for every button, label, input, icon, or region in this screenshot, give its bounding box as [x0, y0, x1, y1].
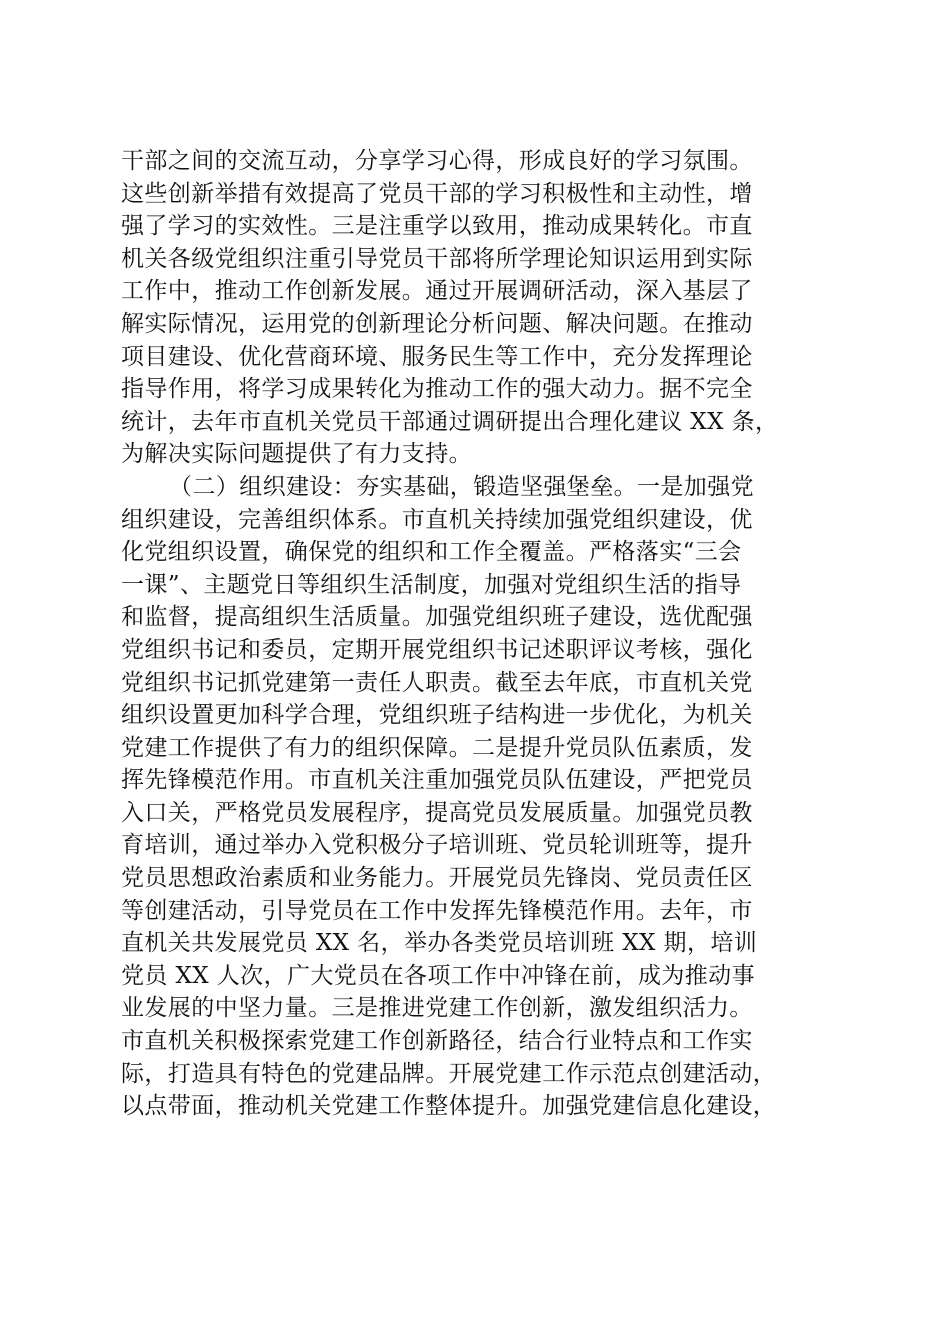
text-line: 项目建设、优化营商环境、服务民生等工作中，充分发挥理论: [121, 343, 753, 370]
text-line: 化党组织设置，确保党的组织和工作全覆盖。严格落实“三会: [121, 539, 742, 566]
text-line: 一课”、主题党日等组织生活制度，加强对党组织生活的指导: [121, 571, 742, 598]
section-heading-line: （二）组织建设：夯实基础，锻造坚强堡垒。一是加强党: [169, 473, 754, 500]
text-line: 党组织书记和委员，定期开展党组织书记述职评议考核，强化: [121, 636, 753, 663]
text-line: 业发展的中坚力量。三是推进党建工作创新，激发组织活力。: [121, 995, 753, 1022]
text-line: 和监督，提高组织生活质量。加强党组织班子建设，选优配强: [121, 604, 753, 631]
text-line: 指导作用，将学习成果转化为推动工作的强大动力。据不完全: [121, 376, 753, 403]
text-line: 挥先锋模范作用。市直机关注重加强党员队伍建设，严把党员: [121, 767, 753, 794]
text-line: 直机关共发展党员 XX 名，举办各类党员培训班 XX 期，培训: [121, 930, 758, 957]
text-line: 党组织书记抓党建第一责任人职责。截至去年底，市直机关党: [121, 669, 753, 696]
body-text: [121, 145, 829, 1123]
text-line: 这些创新举措有效提高了党员干部的学习积极性和主动性，增: [121, 180, 753, 207]
text-line: 党建工作提供了有力的组织保障。二是提升党员队伍素质，发: [121, 734, 753, 761]
text-line: 市直机关积极探索党建工作创新路径，结合行业特点和工作实: [121, 1028, 753, 1055]
text-line: 党员 XX 人次，广大党员在各项工作中冲锋在前，成为推动事: [121, 962, 755, 989]
text-line: 为解决实际问题提供了有力支持。: [121, 441, 472, 468]
text-line: 以点带面，推动机关党建工作整体提升。加强党建信息化建设，: [121, 1093, 777, 1120]
text-line: 强了学习的实效性。三是注重学以致用，推动成果转化。市直: [121, 213, 753, 240]
text-line: 解实际情况，运用党的创新理论分析问题、解决问题。在推动: [121, 310, 753, 337]
text-line: 际，打造具有特色的党建品牌。开展党建工作示范点创建活动，: [121, 1060, 777, 1087]
text-line: 入口关，严格党员发展程序，提高党员发展质量。加强党员教: [121, 799, 753, 826]
text-line: 统计，去年市直机关党员干部通过调研提出合理化建议 XX 条，: [121, 408, 779, 435]
text-line: 育培训，通过举办入党积极分子培训班、党员轮训班等，提升: [121, 832, 753, 859]
text-line: 机关各级党组织注重引导党员干部将所学理论知识运用到实际: [121, 245, 753, 272]
text-line: 工作中，推动工作创新发展。通过开展调研活动，深入基层了: [121, 278, 753, 305]
text-line: 组织设置更加科学合理，党组织班子结构进一步优化，为机关: [121, 702, 753, 729]
text-line: 等创建活动，引导党员在工作中发挥先锋模范作用。去年，市: [121, 897, 753, 924]
text-line: 干部之间的交流互动，分享学习心得，形成良好的学习氛围。: [121, 148, 753, 174]
text-line: 组织建设，完善组织体系。市直机关持续加强党组织建设，优: [121, 506, 753, 533]
text-line: 党员思想政治素质和业务能力。开展党员先锋岗、党员责任区: [121, 865, 753, 892]
